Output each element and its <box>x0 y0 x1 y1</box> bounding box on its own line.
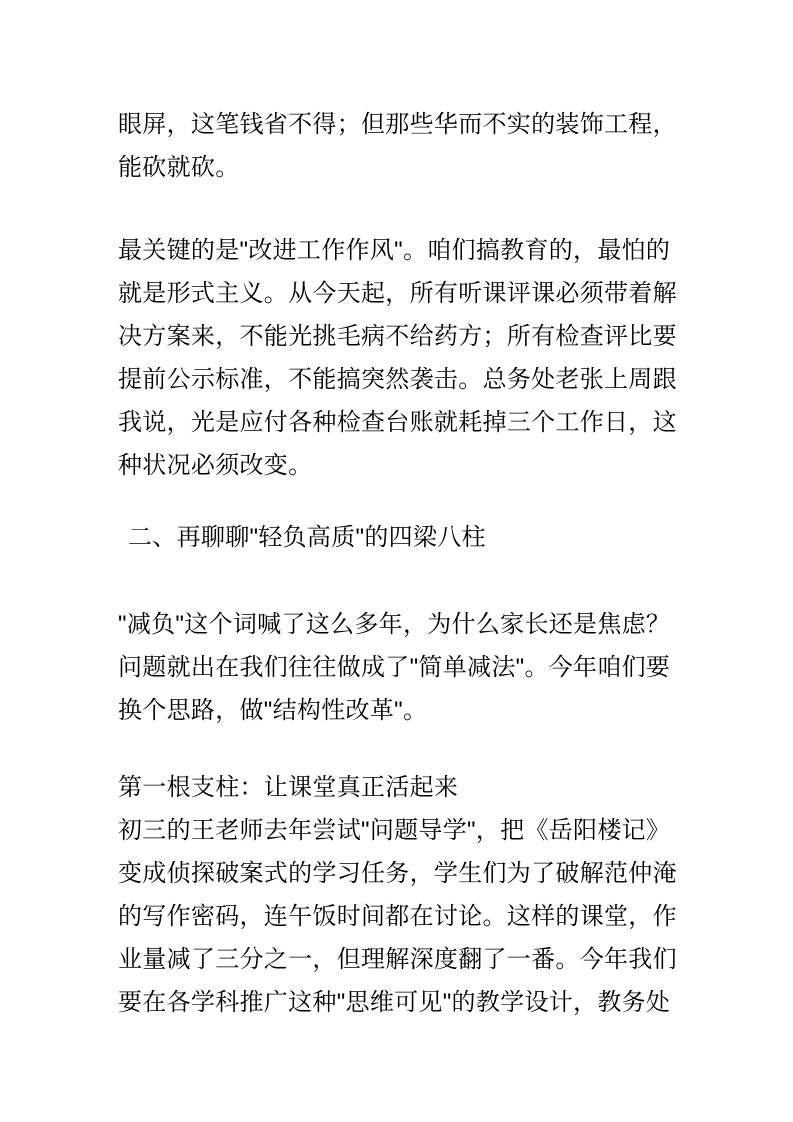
subheading-text: 第一根支柱：让课堂真正活起来 <box>118 774 459 801</box>
text-line: 决方案来，不能光挑毛病不给药方；所有检查评比要 <box>118 323 677 350</box>
text-line: 提前公示标准，不能搞突然袭击。总务处老张上周跟 <box>118 366 677 393</box>
paragraph <box>118 229 693 487</box>
text-line: 问题就出在我们往往做成了"简单减法"。今年咱们要 <box>118 654 671 681</box>
text-line: 就是形式主义。从今天起，所有听课评课必须带着解 <box>118 280 677 307</box>
text-line: "减负"这个词喊了这么多年，为什么家长还是焦虑？ <box>118 611 671 638</box>
text-line: 种状况必须改变。 <box>118 452 313 479</box>
section-heading-text: 二、再聊聊"轻负高质"的四梁八柱 <box>128 524 486 551</box>
text-line: 要在各学科推广这种"思维可见"的教学设计，教务处 <box>118 989 671 1016</box>
text-line: 业量减了三分之一，但理解深度翻了一番。今年我们 <box>118 946 677 973</box>
text-line: 换个思路，做"结构性改革"。 <box>118 697 428 724</box>
text-line: 我说，光是应付各种检查台账就耗掉三个工作日，这 <box>118 409 677 436</box>
text-line: 最关键的是"改进工作作风"。咱们搞教育的，最怕的 <box>118 237 671 264</box>
text-line: 的写作密码，连午饭时间都在讨论。这样的课堂，作 <box>118 903 677 930</box>
paragraph <box>118 603 693 732</box>
text-line: 初三的王老师去年尝试"问题导学"，把《岳阳楼记》 <box>118 817 671 844</box>
text-line: 眼屏，这笔钱省不得；但那些华而不实的装饰工程， <box>118 111 677 138</box>
text-line: 能砍就砍。 <box>118 154 240 181</box>
text-line: 变成侦探破案式的学习任务，学生们为了破解范仲淹 <box>118 860 677 887</box>
section-heading <box>118 516 693 559</box>
paragraph <box>118 766 693 1024</box>
paragraph <box>118 103 693 189</box>
